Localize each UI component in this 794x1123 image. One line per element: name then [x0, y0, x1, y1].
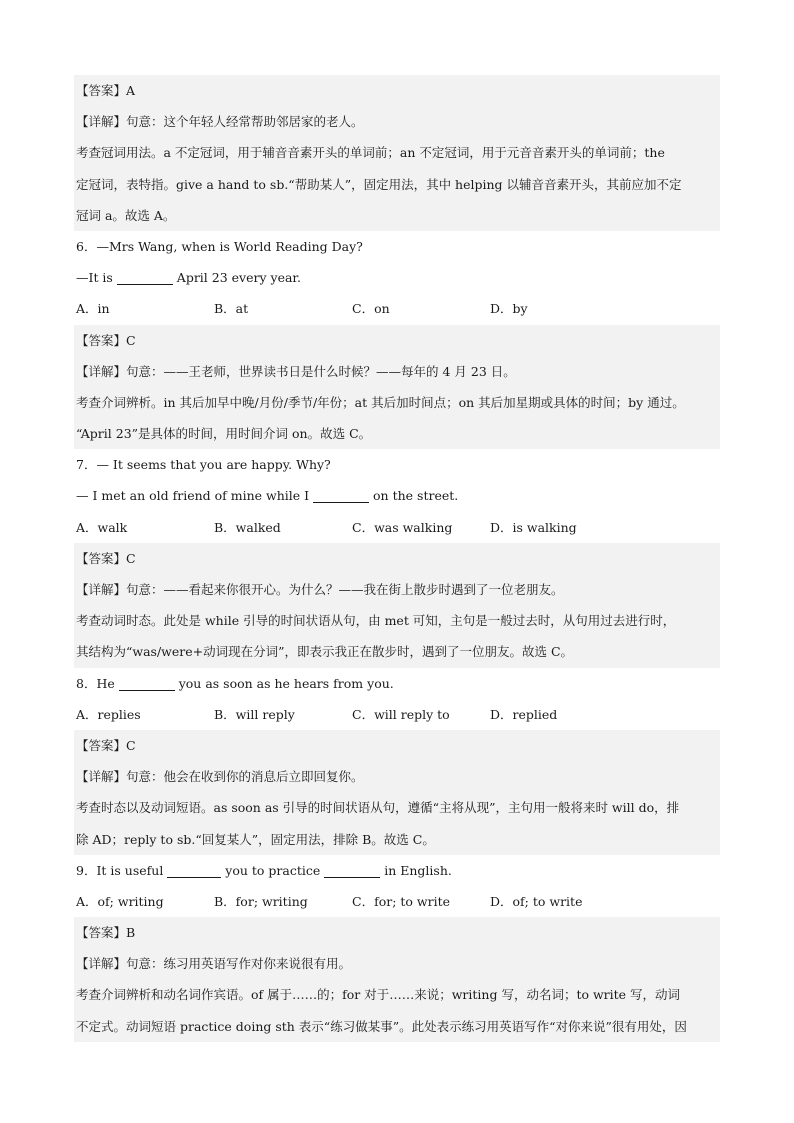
q9-question-mid: you to practice	[221, 862, 325, 878]
q9-analysis-line-1: 考查介词辨析和动名词作宾语。of 属于……的；for 对于……来说；writing 写，动名词；to write 写，动词	[74, 979, 720, 1010]
q5-answer: 【答案】A	[74, 75, 720, 106]
q9-option-c: C．for; to write	[352, 893, 450, 909]
q6-analysis-line-1: 考查介词辨析。in 其后加早中晚/月份/季节/年份；at 其后加时间点；on 其后加星期或具体的时间；by 通过。	[74, 387, 720, 418]
q5-analysis-line-3: 冠词 a。故选 A。	[74, 200, 720, 231]
q9-question-post: in English.	[380, 862, 452, 878]
q7-prompt	[74, 480, 720, 511]
q8-options	[74, 699, 720, 730]
q7-option-b: B．walked	[214, 519, 281, 535]
q8-option-c: C．will reply to	[352, 706, 450, 722]
q8-analysis-line-1: 考查时态以及动词短语。as soon as 引导的时间状语从句，遵循“主将从现”，主句用一般将来时 will do，排	[74, 792, 720, 823]
q7-analysis-line-2: 其结构为“was/were+动词现在分词”，即表示我正在散步时，遇到了一位朋友。故选 C。	[74, 636, 720, 667]
q9-question	[74, 855, 720, 886]
q8-blank	[119, 674, 175, 691]
q8-answer: 【答案】C	[74, 730, 720, 761]
q9-option-b: B．for; writing	[214, 893, 308, 909]
q8-option-a: A．replies	[76, 706, 141, 722]
q9-option-a: A．of; writing	[76, 893, 164, 909]
q8-analysis-line-2: 除 AD；reply to sb.“回复某人”，固定用法，排除 B。故选 C。	[74, 824, 720, 855]
q5-analysis-line-1: 考查冠词用法。a 不定冠词，用于辅音音素开头的单词前；an 不定冠词，用于元音音素开头的单词前；the	[74, 137, 720, 168]
page-content	[74, 75, 720, 1042]
q7-analysis-line-1: 考查动词时态。此处是 while 引导的时间状语从句，由 met 可知，主句是一般过去时，从句用过去进行时，	[74, 605, 720, 636]
q6-blank	[117, 268, 173, 285]
q6-options	[74, 293, 720, 324]
q8-option-d: D．replied	[490, 706, 558, 722]
q9-answer: 【答案】B	[74, 917, 720, 948]
q7-blank	[313, 486, 369, 503]
q8-question-post: you as soon as he hears from you.	[174, 675, 394, 691]
q8-detail: 【详解】句意：他会在收到你的消息后立即回复你。	[74, 761, 720, 792]
q8-option-b: B．will reply	[214, 706, 295, 722]
q6-option-d: D．by	[490, 301, 528, 317]
q9-detail: 【详解】句意：练习用英语写作对你来说很有用。	[74, 948, 720, 979]
q6-answer: 【答案】C	[74, 325, 720, 356]
q7-option-a: A．walk	[76, 519, 128, 535]
q8-question	[74, 668, 720, 699]
q6-detail: 【详解】句意：——王老师，世界读书日是什么时候？——每年的 4 月 23 日。	[74, 356, 720, 387]
q5-analysis-line-2: 定冠词，表特指。give a hand to sb.“帮助某人”，固定用法，其中 helping 以辅音音素开头，其前应加不定	[74, 169, 720, 200]
q6-prompt-post: April 23 every year.	[172, 270, 302, 286]
q9-analysis-line-2: 不定式。动词短语 practice doing sth 表示“练习做某事”。此处表示练习用英语写作“对你来说”很有用处，因	[74, 1011, 720, 1042]
q7-option-c: C．was walking	[352, 519, 453, 535]
q9-options	[74, 886, 720, 917]
q7-prompt-post: on the street.	[369, 488, 459, 504]
q6-prompt-pre: —It is	[76, 270, 117, 286]
q6-question: 6．—Mrs Wang, when is World Reading Day?	[76, 238, 363, 254]
q6-option-a: A．in	[76, 301, 110, 317]
q5-detail: 【详解】句意：这个年轻人经常帮助邻居家的老人。	[74, 106, 720, 137]
q9-blank-1	[167, 861, 221, 878]
q7-detail: 【详解】句意：——看起来你很开心。为什么？——我在街上散步时遇到了一位老朋友。	[74, 574, 720, 605]
q7-option-d: D．is walking	[490, 519, 577, 535]
q7-prompt-pre: — I met an old friend of mine while I	[76, 488, 314, 504]
q7-answer: 【答案】C	[74, 543, 720, 574]
q9-blank-2	[324, 861, 380, 878]
q6-analysis-line-2: “April 23”是具体的时间，用时间介词 on。故选 C。	[74, 418, 720, 449]
q6-prompt	[74, 262, 720, 293]
q8-question-pre: 8．He	[76, 675, 119, 691]
q7-question: 7．— It seems that you are happy. Why?	[76, 457, 331, 473]
q6-option-b: B．at	[214, 301, 249, 317]
q9-option-d: D．of; to write	[490, 893, 583, 909]
q9-question-pre: 9．It is useful	[76, 862, 168, 878]
q6-option-c: C．on	[352, 301, 390, 317]
q7-options	[74, 512, 720, 543]
